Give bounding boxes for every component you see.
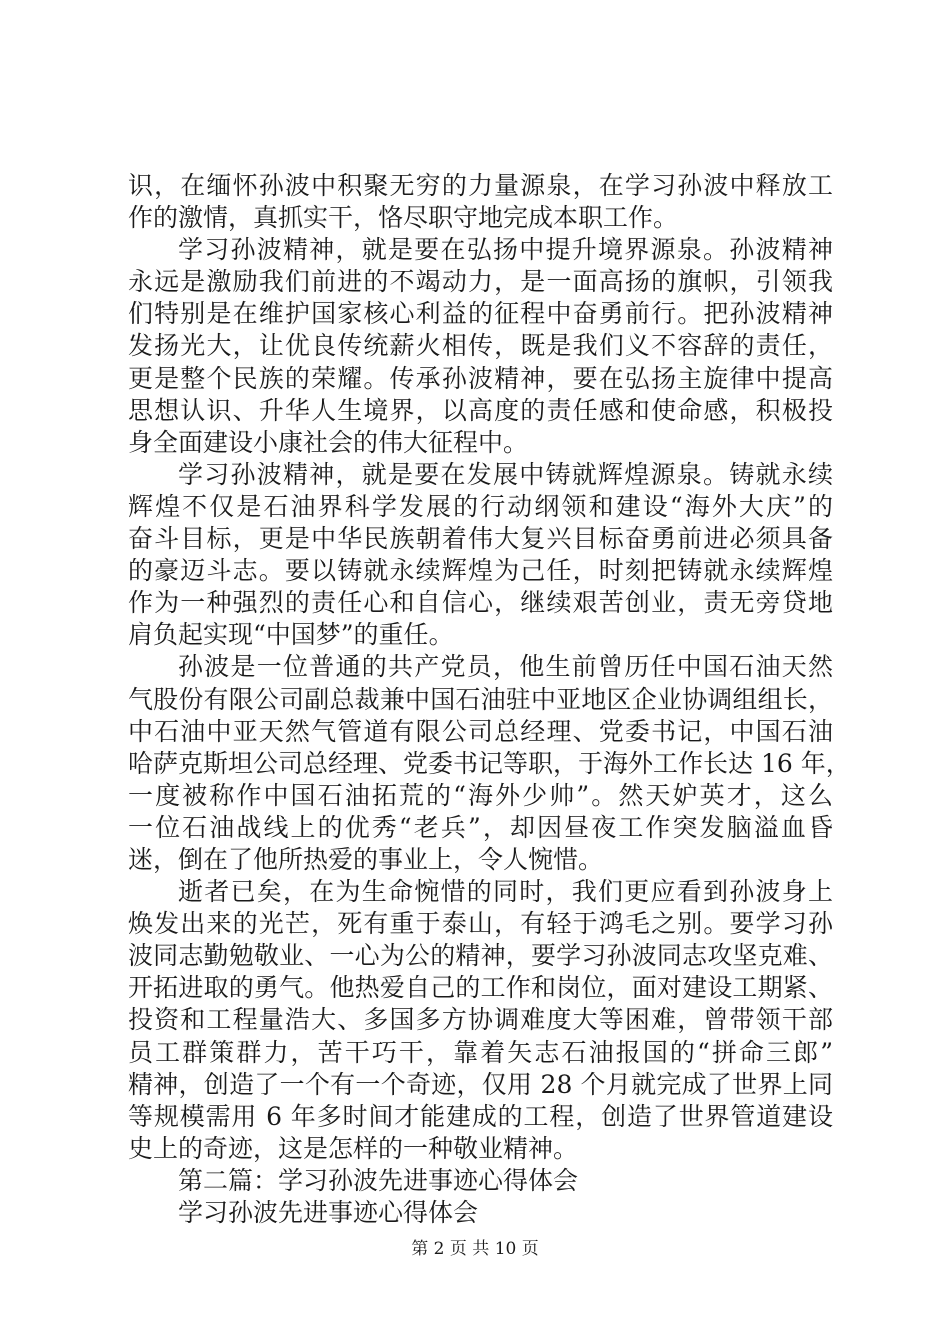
page-footer: 第 2 页 共 10 页 <box>411 1239 539 1259</box>
document-body <box>128 170 851 1229</box>
text-line: 发扬光大，让优良传统薪火相传，既是我们义不容辞的责任， <box>128 331 833 361</box>
text-line: 一度被称作中国石油拓荒的“海外少帅”。然天妒英才，这么 <box>128 780 833 810</box>
text-line: 肩负起实现“中国梦”的重任。 <box>128 620 454 650</box>
text-line: 们特别是在维护国家核心利益的征程中奋勇前行。把孙波精神 <box>128 299 833 329</box>
text-line: 第二篇：学习孙波先进事迹心得体会 <box>178 1165 579 1195</box>
text-line: 识，在缅怀孙波中积聚无穷的力量源泉，在学习孙波中释放工 <box>128 171 833 200</box>
text-line: 学习孙波精神，就是要在发展中铸就辉煌源泉。铸就永续 <box>178 459 833 489</box>
text-line: 一位石油战线上的优秀“老兵”，却因昼夜工作突发脑溢血昏 <box>128 812 833 842</box>
text-line: 思想认识、升华人生境界，以高度的责任感和使命感，积极投 <box>128 395 833 425</box>
text-line: 学习孙波先进事迹心得体会 <box>178 1198 479 1227</box>
text-line: 奋斗目标，更是中华民族朝着伟大复兴目标奋勇前进必须具备 <box>128 524 833 554</box>
text-line: 更是整个民族的荣耀。传承孙波精神，要在弘扬主旋律中提高 <box>128 363 833 393</box>
text-line: 哈萨克斯坦公司总经理、党委书记等职，于海外工作长达 16 年， <box>128 748 851 778</box>
text-line: 等规模需用 6 年多时间才能建成的工程，创造了世界管道建设 <box>128 1101 833 1131</box>
text-line: 逝者已矣，在为生命惋惜的同时，我们更应看到孙波身上 <box>178 877 833 907</box>
text-line: 气股份有限公司副总裁兼中国石油驻中亚地区企业协调组组长， <box>128 684 833 714</box>
text-line: 迷，倒在了他所热爱的事业上，令人惋惜。 <box>128 844 604 874</box>
text-line: 身全面建设小康社会的伟大征程中。 <box>128 427 529 457</box>
text-line: 史上的奇迹，这是怎样的一种敬业精神。 <box>128 1133 579 1163</box>
text-line: 作的激情，真抓实干，恪尽职守地完成本职工作。 <box>128 203 679 233</box>
text-line: 精神，创造了一个有一个奇迹，仅用 28 个月就完成了世界上同 <box>128 1069 833 1099</box>
text-line: 开拓进取的勇气。他热爱自己的工作和岗位，面对建设工期紧、 <box>128 973 833 1003</box>
text-line: 波同志勤勉敬业、一心为公的精神，要学习孙波同志攻坚克难、 <box>128 941 833 971</box>
text-line: 学习孙波精神，就是要在弘扬中提升境界源泉。孙波精神 <box>178 235 833 265</box>
text-line: 投资和工程量浩大、多国多方协调难度大等困难，曾带领干部 <box>128 1005 833 1035</box>
text-line: 作为一种强烈的责任心和自信心，继续艰苦创业，责无旁贷地 <box>128 588 833 618</box>
text-line: 员工群策群力，苦干巧干，靠着矢志石油报国的“拼命三郎” <box>128 1037 833 1067</box>
text-line: 辉煌不仅是石油界科学发展的行动纲领和建设“海外大庆”的 <box>128 491 833 521</box>
text-line: 中石油中亚天然气管道有限公司总经理、党委书记，中国石油 <box>128 716 833 746</box>
text-line: 永远是激励我们前进的不竭动力，是一面高扬的旗帜，引领我 <box>128 267 833 297</box>
text-line: 的豪迈斗志。要以铸就永续辉煌为己任，时刻把铸就永续辉煌 <box>128 556 833 586</box>
text-line: 孙波是一位普通的共产党员，他生前曾历任中国石油天然 <box>178 652 833 682</box>
text-line: 焕发出来的光芒，死有重于泰山，有轻于鸿毛之别。要学习孙 <box>128 909 833 939</box>
